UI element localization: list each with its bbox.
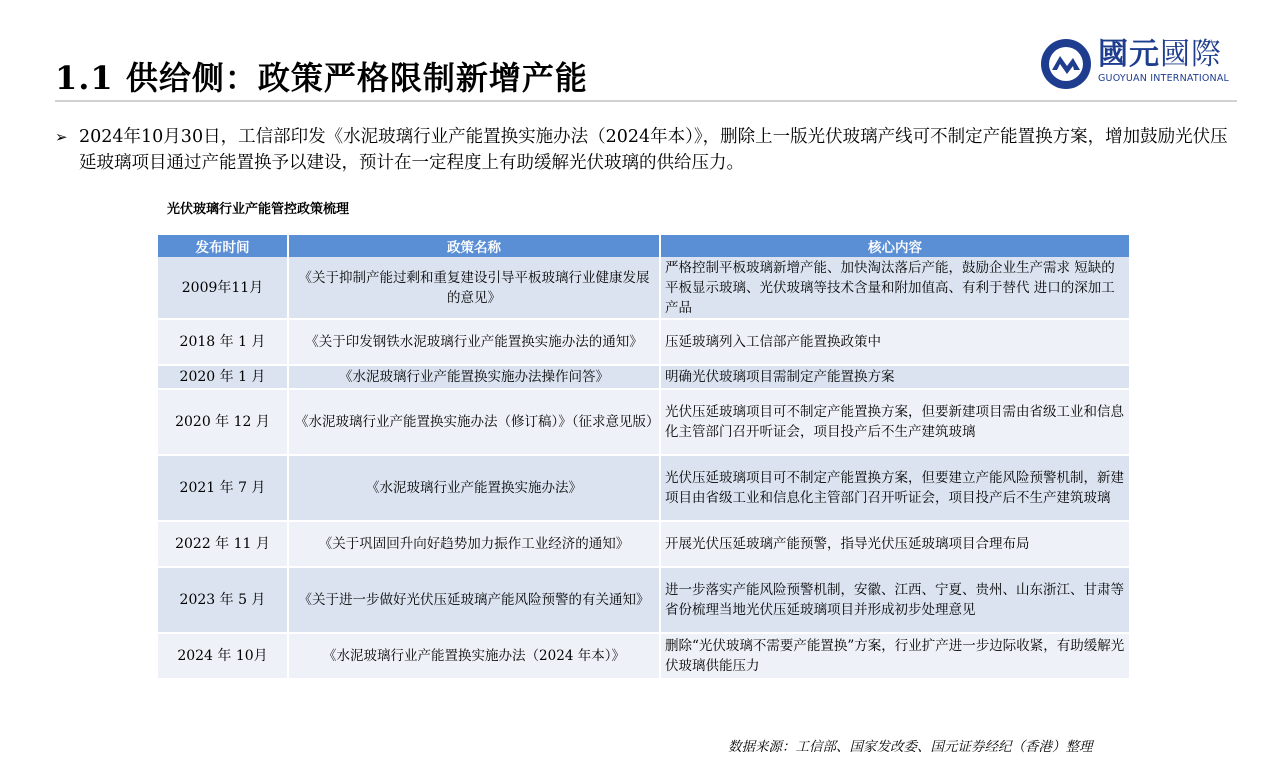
summary-text: 2024年10月30日，工信部印发《水泥玻璃行业产能置换实施办法（2024年本）》，删除上一版光伏玻璃产线可不制定产能置换方案，增加鼓励光伏压延玻璃项目通过产能置换予以建设，预计在一定程度上有助缓解光伏玻璃的供给压力。 [79, 127, 1228, 173]
cell-core-content: 严格控制平板玻璃新增产能、加快淘汰落后产能，鼓励企业生产需求 短缺的平板显示玻璃、光伏玻璃等技术含量和附加值高、有利于替代 进口的深加工产品 [660, 257, 1129, 319]
cell-date: 2021 年 7 月 [158, 455, 288, 521]
cell-core-content: 开展光伏压延玻璃产能预警，指导光伏压延玻璃项目合理布局 [660, 521, 1129, 567]
logo-cn-thin: 國際 [1160, 37, 1222, 72]
table-row [158, 521, 1129, 567]
cell-date: 2023 年 5 月 [158, 567, 288, 633]
header-date: 发布时间 [158, 235, 288, 257]
summary-bullet [55, 124, 1235, 176]
cell-core-content: 进一步落实产能风险预警机制，安徽、江西、宁夏、贵州、山东浙江、甘肃等省份梳理当地光伏压延玻璃项目并形成初步处理意见 [660, 567, 1129, 633]
table-caption: 光伏玻璃行业产能管控政策梳理 [167, 202, 350, 217]
table-row [158, 633, 1129, 679]
table-header-row [158, 235, 1129, 257]
bullet-arrow-icon: ➢ [55, 128, 68, 146]
cell-policy-name: 《水泥玻璃行业产能置换实施办法》 [288, 455, 660, 521]
cell-date: 2020 年 1 月 [158, 365, 288, 389]
cell-date: 2022 年 11 月 [158, 521, 288, 567]
company-logo [1038, 36, 1238, 92]
logo-chinese-name [1098, 38, 1222, 72]
table-row [158, 455, 1129, 521]
cell-policy-name: 《关于印发钢铁水泥玻璃行业产能置换实施办法的通知》 [288, 319, 660, 365]
title-divider [55, 100, 1237, 102]
header-core-content: 核心内容 [660, 235, 1129, 257]
cell-date: 2018 年 1 月 [158, 319, 288, 365]
table-row [158, 389, 1129, 455]
header-policy-name: 政策名称 [288, 235, 660, 257]
cell-policy-name: 《水泥玻璃行业产能置换实施办法操作问答》 [288, 365, 660, 389]
cell-policy-name: 《关于巩固回升向好趋势加力振作工业经济的通知》 [288, 521, 660, 567]
table-row [158, 365, 1129, 389]
cell-core-content: 光伏压延玻璃项目可不制定产能置换方案，但要新建项目需由省级工业和信息化主管部门召开听证会，项目投产后不生产建筑玻璃 [660, 389, 1129, 455]
cell-date: 2024 年 10月 [158, 633, 288, 679]
cell-core-content: 光伏压延玻璃项目可不制定产能置换方案，但要建立产能风险预警机制，新建项目由省级工业和信息化主管部门召开听证会，项目投产后不生产建筑玻璃 [660, 455, 1129, 521]
policy-table [158, 235, 1129, 680]
table-row [158, 319, 1129, 365]
page-title: 1.1 供给侧：政策严格限制新增产能 [55, 59, 588, 97]
cell-core-content: 明确光伏玻璃项目需制定产能置换方案 [660, 365, 1129, 389]
guoyuan-logo-icon [1038, 36, 1094, 92]
cell-core-content: 压延玻璃列入工信部产能置换政策中 [660, 319, 1129, 365]
table-row [158, 257, 1129, 319]
cell-policy-name: 《水泥玻璃行业产能置换实施办法（2024 年本）》 [288, 633, 660, 679]
logo-english-name: GUOYUAN INTERNATIONAL [1098, 73, 1230, 84]
cell-date: 2009年11月 [158, 257, 288, 319]
logo-cn-bold: 國元 [1098, 37, 1160, 72]
table-row [158, 567, 1129, 633]
cell-policy-name: 《关于抑制产能过剩和重复建设引导平板玻璃行业健康发展的意见》 [288, 257, 660, 319]
cell-date: 2020 年 12 月 [158, 389, 288, 455]
cell-policy-name: 《水泥玻璃行业产能置换实施办法（修订稿）》（征求意见版） [288, 389, 660, 455]
data-source-note: 数据来源：工信部、国家发改委、国元证券经纪（香港）整理 [728, 739, 1093, 755]
cell-policy-name: 《关于进一步做好光伏压延玻璃产能风险预警的有关通知》 [288, 567, 660, 633]
cell-core-content: 删除“光伏玻璃不需要产能置换”方案，行业扩产进一步边际收紧，有助缓解光伏玻璃供能压力 [660, 633, 1129, 679]
